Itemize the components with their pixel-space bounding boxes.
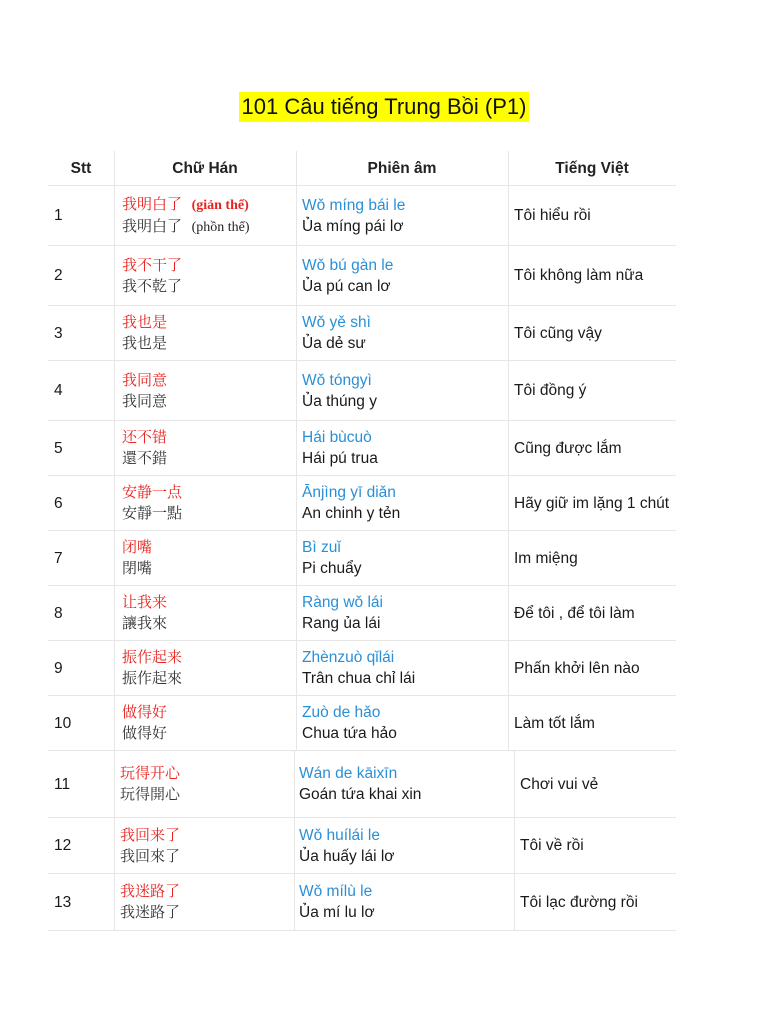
simplified-text: 我迷路了	[120, 882, 181, 900]
row-stt: 4	[54, 382, 63, 399]
table-row	[48, 818, 676, 874]
pinyin-text: Wǒ mílù le	[299, 883, 373, 900]
chu-han-cell	[122, 696, 292, 750]
traditional-text: 讓我來	[122, 614, 168, 632]
simplified-text: 振作起来	[122, 648, 183, 666]
table-row	[48, 696, 676, 751]
chu-han-cell	[122, 186, 292, 245]
tieng-viet-cell: Làm tốt lắm	[514, 714, 595, 732]
chu-han-cell	[122, 476, 292, 530]
traditional-text: 我迷路了	[120, 903, 181, 921]
row-stt: 12	[54, 837, 72, 854]
simplified-note: (giản thể)	[191, 197, 249, 213]
traditional-text: 振作起來	[122, 669, 183, 687]
table-row	[48, 306, 676, 361]
chu-han-cell	[122, 306, 292, 360]
pinyin-text: Bì zuǐ	[302, 539, 341, 556]
row-stt: 9	[54, 659, 63, 677]
page-title: 101 Câu tiếng Trung Bồi (P1)	[239, 92, 530, 122]
simplified-text: 我也是	[122, 313, 168, 331]
tieng-viet-cell: Im miệng	[514, 549, 578, 567]
table-row	[48, 531, 676, 586]
pronunciation-text: Rang ủa lái	[302, 615, 381, 632]
phien-am-cell	[299, 874, 499, 930]
phien-am-cell	[302, 306, 502, 360]
chu-han-cell	[120, 751, 290, 817]
row-stt: 13	[54, 893, 72, 911]
header-tieng-viet: Tiếng Việt	[555, 159, 629, 177]
table-row	[48, 586, 676, 641]
simplified-line	[122, 194, 292, 216]
tieng-viet-cell: Tôi đồng ý	[514, 382, 587, 399]
simplified-text: 玩得开心	[120, 764, 181, 782]
simplified-text: 我明白了	[122, 194, 183, 213]
pinyin-text: Ràng wǒ lái	[302, 594, 383, 611]
phien-am-cell	[302, 361, 502, 420]
pinyin-text: Wǒ bú gàn le	[302, 256, 394, 274]
table-row	[48, 186, 676, 246]
header-phien-am: Phiên âm	[367, 159, 437, 177]
table-row	[48, 361, 676, 421]
pronunciation-text: An chinh y tẻn	[302, 505, 401, 522]
table-row	[48, 641, 676, 696]
chu-han-cell	[122, 531, 292, 585]
traditional-text: 我也是	[122, 334, 168, 352]
pronunciation-text: Ủa míng pái lơ	[302, 217, 404, 235]
chu-han-cell	[120, 874, 290, 930]
row-stt: 5	[54, 439, 63, 457]
pronunciation-text: Hái pú trua	[302, 450, 378, 467]
pinyin-text: Wán de kāixīn	[299, 765, 398, 782]
traditional-text: 我明白了	[122, 216, 183, 235]
simplified-text: 让我来	[122, 593, 168, 611]
pinyin-text: Zuò de hǎo	[302, 704, 381, 721]
traditional-text: 我不乾了	[122, 276, 183, 295]
chu-han-cell	[122, 246, 292, 305]
tieng-viet-cell: Tôi về rồi	[520, 837, 584, 854]
phien-am-cell	[302, 531, 502, 585]
traditional-text: 我回來了	[120, 846, 181, 865]
traditional-text: 安靜一點	[122, 504, 183, 522]
row-stt: 3	[54, 324, 63, 342]
pronunciation-text: Ủa dẻ sư	[302, 335, 366, 352]
simplified-text: 我回来了	[120, 825, 181, 844]
phien-am-cell	[302, 696, 502, 750]
pronunciation-text: Pi chuẩy	[302, 560, 362, 577]
traditional-text: 還不錯	[122, 449, 168, 467]
simplified-text: 还不错	[122, 428, 168, 446]
simplified-text: 我同意	[122, 370, 168, 389]
tieng-viet-cell: Hãy giữ im lặng 1 chút	[514, 494, 670, 512]
tieng-viet-cell: Tôi hiểu rồi	[514, 207, 591, 224]
pronunciation-text: Chua tứa hảo	[302, 725, 397, 742]
simplified-text: 闭嘴	[122, 538, 153, 556]
header-stt: Stt	[70, 159, 92, 177]
traditional-text: 閉嘴	[122, 559, 153, 577]
phien-am-cell	[302, 246, 502, 305]
pronunciation-text: Ủa thúng y	[302, 392, 377, 410]
pinyin-text: Zhènzuò qǐlái	[302, 649, 395, 666]
phien-am-cell	[302, 586, 502, 640]
chu-han-cell	[120, 818, 290, 873]
tieng-viet-cell: Để tôi , để tôi làm	[514, 604, 635, 622]
chu-han-cell	[122, 361, 292, 420]
tieng-viet-cell: Chơi vui vẻ	[520, 775, 599, 793]
pinyin-text: Hái bùcuò	[302, 429, 372, 446]
traditional-text: 我同意	[122, 391, 168, 410]
chu-han-cell	[122, 641, 292, 695]
row-stt: 7	[54, 549, 63, 567]
simplified-text: 安静一点	[122, 483, 183, 501]
table-row	[48, 421, 676, 476]
traditional-text: 玩得開心	[120, 785, 181, 803]
row-stt: 8	[54, 604, 63, 622]
table-row	[48, 874, 676, 931]
chu-han-cell	[122, 586, 292, 640]
pronunciation-text: Ủa huấy lái lơ	[299, 847, 395, 865]
traditional-note: (phồn thể)	[191, 219, 250, 235]
table-row	[48, 246, 676, 306]
pinyin-text: Wǒ yě shì	[302, 314, 371, 331]
tieng-viet-cell: Tôi cũng vậy	[514, 324, 602, 342]
traditional-text: 做得好	[122, 724, 168, 742]
simplified-text: 我不干了	[122, 255, 183, 274]
row-stt: 1	[54, 207, 63, 224]
chu-han-cell	[122, 421, 292, 475]
header-chu-han: Chữ Hán	[172, 159, 238, 177]
pronunciation-text: Ủa pú can lơ	[302, 277, 391, 295]
simplified-text: 做得好	[122, 703, 168, 721]
row-stt: 6	[54, 494, 63, 512]
table-row	[48, 476, 676, 531]
phien-am-cell	[299, 818, 499, 873]
phien-am-cell	[299, 751, 499, 817]
pronunciation-text: Trân chua chỉ lái	[302, 670, 416, 687]
pronunciation-text: Ủa mí lu lơ	[299, 904, 375, 921]
pronunciation-text: Goán tứa khai xin	[299, 786, 422, 803]
table-header	[48, 151, 676, 186]
pinyin-text: Wǒ huílái le	[299, 826, 380, 844]
pinyin-text: Wǒ míng bái le	[302, 196, 406, 214]
tieng-viet-cell: Tôi lạc đường rồi	[520, 893, 638, 911]
phien-am-cell	[302, 186, 502, 245]
tieng-viet-cell: Cũng được lắm	[514, 439, 622, 457]
traditional-line	[122, 216, 292, 238]
tieng-viet-cell: Phấn khởi lên nào	[514, 659, 640, 677]
phien-am-cell	[302, 641, 502, 695]
row-stt: 11	[54, 775, 71, 793]
tieng-viet-cell: Tôi không làm nữa	[514, 267, 644, 284]
table-row	[48, 751, 676, 818]
phien-am-cell	[302, 476, 502, 530]
pinyin-text: Ānjìng yī diǎn	[302, 484, 396, 501]
phien-am-cell	[302, 421, 502, 475]
pinyin-text: Wǒ tóngyì	[302, 371, 372, 389]
row-stt: 10	[54, 714, 72, 732]
title-wrap	[0, 92, 768, 122]
row-stt: 2	[54, 267, 63, 284]
